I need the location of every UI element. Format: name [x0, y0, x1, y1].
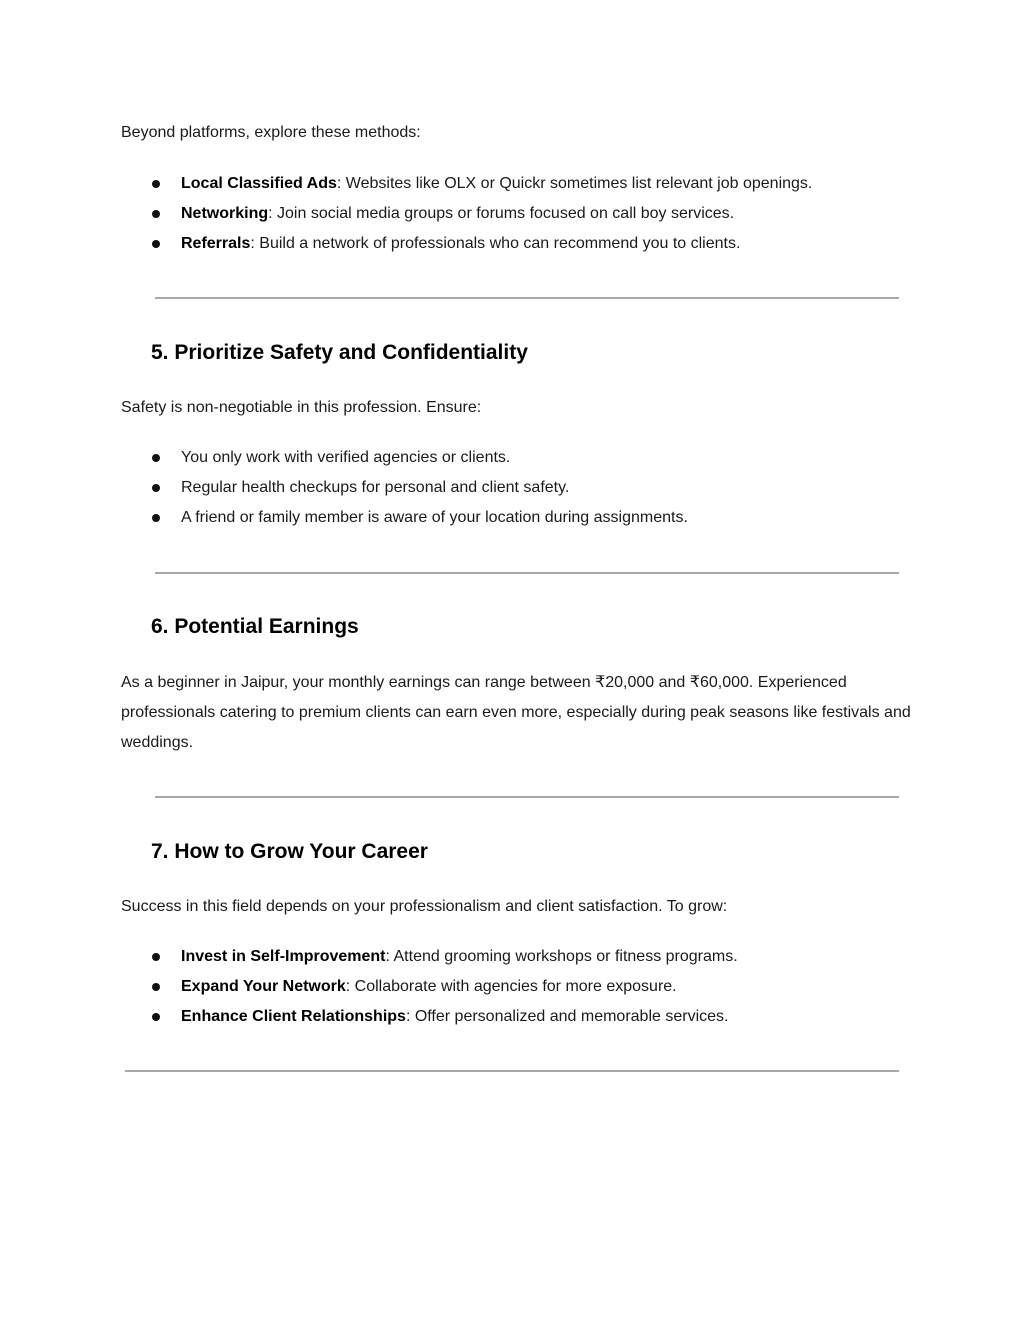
- intro-methods-list: [151, 169, 812, 259]
- section-divider: [155, 572, 899, 574]
- list-item-text: : Attend grooming workshops or fitness programs.: [385, 948, 738, 965]
- bullet-icon: [152, 484, 160, 492]
- bullet-icon: [152, 1013, 160, 1021]
- list-item: [151, 972, 738, 1002]
- section-divider: [125, 1070, 899, 1072]
- list-item-title: Local Classified Ads: [181, 175, 337, 192]
- list-item-text: : Websites like OLX or Quickr sometimes list relevant job openings.: [336, 175, 813, 192]
- list-item-text: You only work with verified agencies or clients.: [181, 449, 511, 466]
- safety-paragraph: Safety is non-negotiable in this profession. Ensure:: [121, 399, 482, 416]
- bullet-icon: [152, 514, 160, 522]
- list-item: [151, 229, 812, 259]
- list-item-text: : Offer personalized and memorable services.: [405, 1008, 729, 1025]
- section-divider: [155, 297, 899, 299]
- list-item-text: Regular health checkups for personal and client safety.: [181, 479, 570, 496]
- list-item-text: A friend or family member is aware of your location during assignments.: [181, 509, 688, 526]
- bullet-icon: [152, 180, 160, 188]
- list-item-text: : Collaborate with agencies for more exposure.: [345, 978, 677, 995]
- list-item: [151, 169, 812, 199]
- earnings-paragraph: As a beginner in Jaipur, your monthly earnings can range between ₹20,000 and ₹60,000. Experienced professionals catering to premium clients can earn even more, especially during peak seasons like festivals and weddings.: [121, 674, 911, 751]
- section-heading-safety: 5. Prioritize Safety and Confidentiality: [151, 341, 528, 364]
- list-item-title: Referrals: [181, 235, 251, 252]
- intro-paragraph: Beyond platforms, explore these methods:: [121, 124, 421, 141]
- section-heading-earnings: 6. Potential Earnings: [151, 615, 359, 638]
- bullet-icon: [152, 454, 160, 462]
- section-heading-career: 7. How to Grow Your Career: [151, 840, 428, 863]
- list-item-title: Expand Your Network: [181, 978, 346, 995]
- list-item: [151, 473, 688, 503]
- list-item: [151, 942, 738, 972]
- list-item-text: : Join social media groups or forums focused on call boy services.: [268, 205, 735, 222]
- bullet-icon: [152, 953, 160, 961]
- list-item-text: : Build a network of professionals who can recommend you to clients.: [250, 235, 741, 252]
- list-item-title: Invest in Self-Improvement: [181, 948, 386, 965]
- bullet-icon: [152, 210, 160, 218]
- career-list: [151, 942, 738, 1032]
- bullet-icon: [152, 240, 160, 248]
- list-item: [151, 1002, 738, 1032]
- list-item: [151, 443, 688, 473]
- list-item-title: Enhance Client Relationships: [181, 1008, 406, 1025]
- section-divider: [155, 796, 899, 798]
- safety-list: [151, 443, 688, 533]
- bullet-icon: [152, 983, 160, 991]
- career-paragraph: Success in this field depends on your professionalism and client satisfaction. To grow:: [121, 898, 728, 915]
- list-item: [151, 199, 812, 229]
- list-item: [151, 503, 688, 533]
- list-item-title: Networking: [181, 205, 269, 222]
